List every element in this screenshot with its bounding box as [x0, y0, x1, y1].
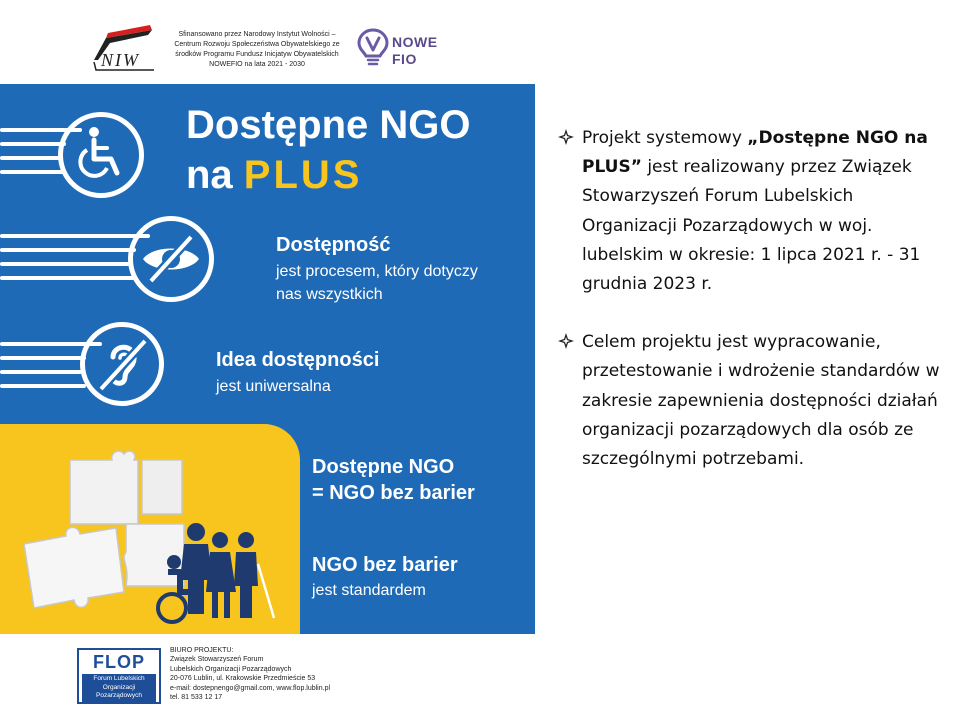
bullet-item: [556, 124, 946, 299]
block2-sub: jest uniwersalna: [216, 378, 331, 395]
flop-logo-subtitle: [82, 674, 156, 702]
office-line: 20-076 Lublin, ul. Krakowskie Przedmieście 53: [170, 675, 316, 683]
poster-title-plus: PLUS: [243, 153, 363, 197]
poster-title: [186, 100, 470, 200]
fio-line1: NOWE: [392, 34, 438, 50]
stripe: [0, 276, 136, 280]
poster: [0, 84, 535, 634]
funding-note: Sfinansowano przez Narodowy Instytut Wolności – Centrum Rozwoju Społeczeństwa Obywatelskiego ze środków Programu Fundusz Inicjatyw Obywatelskich NOWEFIO na lata 2021 - 2030: [174, 31, 340, 68]
niw-logo-text: NIW: [101, 50, 140, 70]
flop-sub-line3: Pozarządowych: [96, 692, 142, 699]
block3-line2: = NGO bez barier: [312, 482, 475, 504]
wheelchair-circle: [58, 112, 144, 198]
office-line: tel. 81 533 12 17: [170, 694, 223, 702]
office-line: Lubelskich Organizacji Pozarządowych: [170, 665, 292, 673]
stripe: [0, 248, 136, 252]
block3-line1: Dostępne NGO: [312, 456, 455, 478]
fio-logo-text: [392, 34, 438, 68]
office-line: Związek Stowarzyszeń Forum: [170, 656, 264, 664]
poster-title-na: na: [186, 153, 244, 197]
stripe: [0, 156, 62, 160]
wheelchair-icon: [63, 117, 139, 193]
stripe: [0, 370, 82, 374]
stripe: [0, 384, 86, 388]
people-group-icon: [150, 514, 280, 630]
stripe: [0, 262, 132, 266]
bullet-item: [556, 328, 946, 474]
eye-circle: [128, 216, 214, 302]
diamond-bullet-icon: [558, 333, 574, 349]
bullet1-text-start: Projekt systemowy: [582, 128, 748, 148]
ear-crossed-icon: [85, 327, 159, 401]
office-line: e-mail: dostepnengo@gmail.com, www.flop.lublin.pl: [170, 684, 331, 692]
bullet1-text-end: jest realizowany przez Związek Stowarzyszeń Forum Lubelskich Organizacji Pozarządowych w woj. lubelskim w okresie: 1 lipca 2021 r. - 31 grudnia 2023 r.: [582, 157, 921, 295]
stripe: [0, 356, 86, 360]
footer: [0, 634, 535, 720]
flop-sub-line1: Forum Lubelskich: [93, 675, 145, 682]
ear-circle: [80, 322, 164, 406]
poster-title-line1: Dostępne NGO: [186, 103, 471, 147]
block4-sub: jest standardem: [312, 582, 426, 599]
flop-logo-word: FLOP: [93, 652, 145, 672]
office-line: BIURO PROJEKTU:: [170, 647, 234, 654]
header: [0, 0, 535, 84]
project-description: [556, 124, 946, 474]
flop-logo: [77, 648, 161, 704]
stripe: [0, 234, 150, 238]
flop-sub-line2: Organizacji: [102, 683, 136, 691]
block1-sub2: nas wszystkich: [276, 286, 383, 303]
stripe: [0, 170, 66, 174]
fio-bulb-icon: [356, 27, 390, 67]
project-office-info: [170, 646, 330, 702]
block2-title: Idea dostępności: [216, 349, 380, 371]
bullet2-text: Celem projektu jest wypracowanie, przetestowanie i wdrożenie standardów w zakresie zapewnienia dostępności działań organizacji pozarządowych dla osób ze szczególnymi potrzebami.: [582, 332, 940, 470]
block1-title: Dostępność: [276, 234, 391, 256]
block4-title: NGO bez barier: [312, 554, 458, 576]
block3-text: [312, 454, 475, 506]
fio-line2: FIO: [392, 51, 417, 67]
block1-sub1: jest procesem, który dotyczy: [276, 263, 478, 280]
poster-title-line2: [186, 150, 470, 200]
bullet1-project-name: „Dostępne NGO na PLUS”: [582, 128, 928, 178]
eye-crossed-icon: [133, 221, 209, 297]
stripe: [0, 142, 66, 146]
diamond-bullet-icon: [558, 129, 574, 145]
